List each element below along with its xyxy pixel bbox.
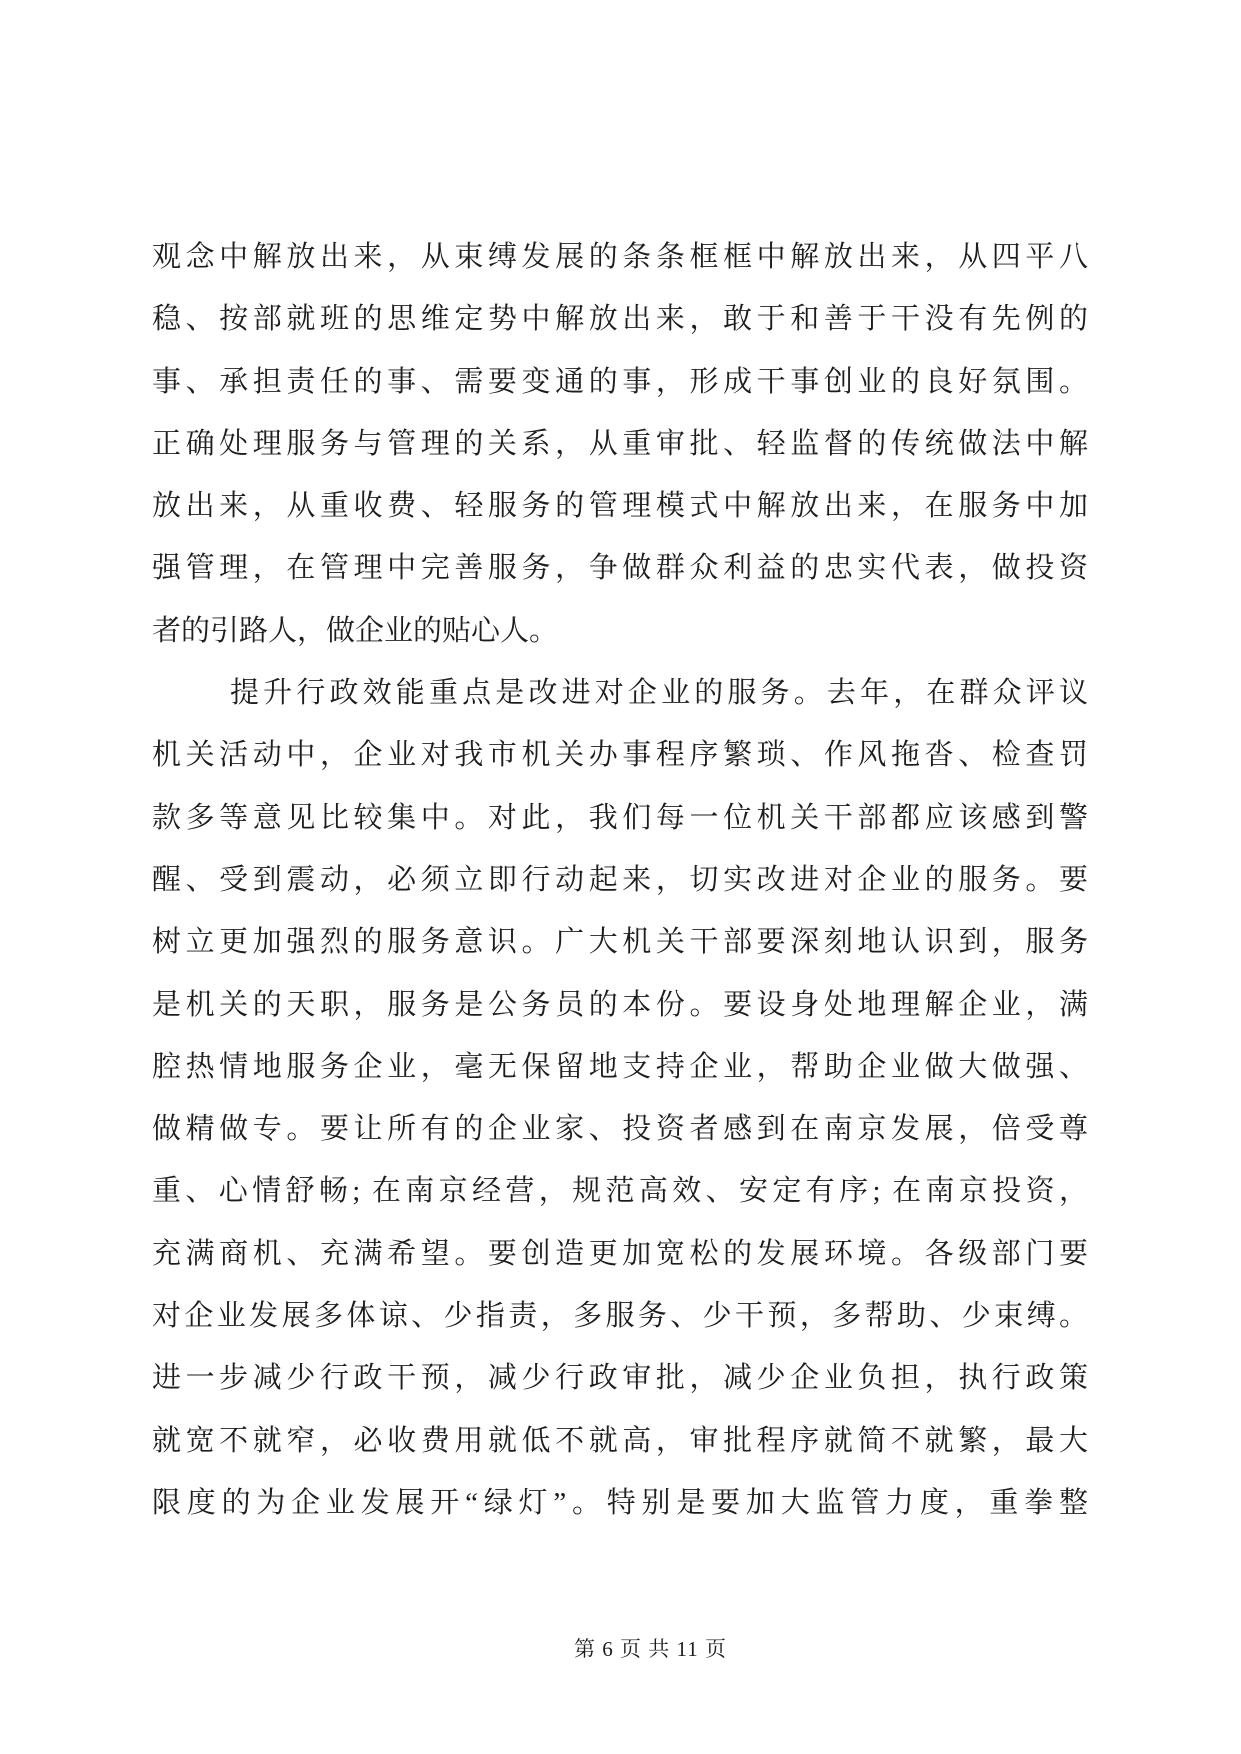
text-line: 机关活动中，企业对我市机关办事程序繁琐、作风拖沓、检查罚	[152, 739, 1088, 772]
text-line: 提升行政效能重点是改进对企业的服务。去年，在群众评议	[230, 677, 1088, 710]
text-line: 款多等意见比较集中。对此，我们每一位机关干部都应该感到警	[152, 801, 1088, 834]
text-line: 正确处理服务与管理的关系，从重审批、轻监督的传统做法中解	[152, 427, 1088, 460]
text-line: 限度的为企业发展开“绿灯”。特别是要加大监管力度，重拳整	[152, 1486, 1088, 1519]
text-line: 稳、按部就班的思维定势中解放出来，敢于和善于干没有先例的	[152, 303, 1088, 336]
text-line: 是机关的天职，服务是公务员的本份。要设身处地理解企业，满	[152, 988, 1088, 1021]
text-line: 重、心情舒畅; 在南京经营，规范高效、安定有序; 在南京投资，	[152, 1175, 1088, 1208]
text-line: 对企业发展多体谅、少指责，多服务、少干预，多帮助、少束缚。	[152, 1300, 1088, 1333]
text-line: 充满商机、充满希望。要创造更加宽松的发展环境。各级部门要	[152, 1237, 1088, 1270]
text-line: 腔热情地服务企业，毫无保留地支持企业，帮助企业做大做强、	[152, 1050, 1088, 1083]
text-line: 醒、受到震动，必须立即行动起来，切实改进对企业的服务。要	[152, 863, 1088, 896]
text-line: 就宽不就窄，必收费用就低不就高，审批程序就简不就繁，最大	[152, 1424, 1088, 1457]
page-number-indicator: 第 6 页 共 11 页	[574, 1637, 727, 1661]
text-line: 者的引路人，做企业的贴心人。	[152, 614, 559, 647]
text-line: 强管理，在管理中完善服务，争做群众利益的忠实代表，做投资	[152, 552, 1088, 585]
document-body	[152, 226, 1088, 1534]
page-footer	[0, 1634, 1241, 1664]
text-line: 观念中解放出来，从束缚发展的条条框框中解放出来，从四平八	[152, 241, 1088, 273]
text-line: 进一步减少行政干预，减少行政审批，减少企业负担，执行政策	[152, 1362, 1088, 1395]
text-line: 树立更加强烈的服务意识。广大机关干部要深刻地认识到，服务	[152, 926, 1088, 959]
text-line: 做精做专。要让所有的企业家、投资者感到在南京发展，倍受尊	[152, 1113, 1088, 1146]
text-line: 放出来，从重收费、轻服务的管理模式中解放出来，在服务中加	[152, 490, 1088, 523]
text-line: 事、承担责任的事、需要变通的事，形成干事创业的良好氛围。	[152, 365, 1088, 398]
